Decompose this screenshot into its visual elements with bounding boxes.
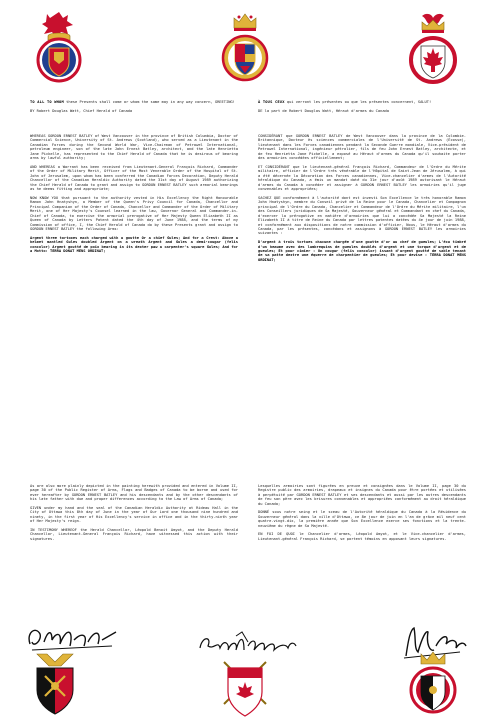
en-issuer: BY Robert Douglas Watt, Chief Herald of Canada [30, 108, 133, 113]
fr-salutation: À TOUS CEUX [258, 100, 285, 104]
fr-blazon: D'argent à trois tortues chacune chargée d'une goutte d'or au chef de gueules; L'écu timbré d'un heaume avec des lambrequins de gueules doublés d'argent et une torque d'argent et de gueules; Et pour cimier : Un cougar (felis concolor) issant d'argent goutté de sable tenant de sa patte dextre une équerre de charpentier de gueules; Et pour devise : TERRA DONAT MENS ORDINAT; [258, 240, 466, 262]
en-paragraph-given: GIVEN under my hand and the seal of the Canadian Heraldic Authority at Rideau Hall in the City of Ottawa this 8th day of June in the year of Our Lord one thousand nine hundred and ninety, in the first year of His Excellency's service in office and in the thirty-ninth year of Her Majesty's reign. [30, 506, 238, 524]
fr-paragraph-en-foi: EN FOI DE QUOI le Chancelier d'armes, Léopold Amyot, et le Vice-chancelier d'armes, Lieutenant-général François Richard, se portent témoins en apposant leurs signatures. [258, 532, 466, 541]
en-paragraph-whereas: WHEREAS GORDON ERNEST BATLEY of West Vancouver in the province of British Columbia, Doctor of Commercial Science, University of St. Andrews (Scotland), who served as a Lieutenant in the Canadian Forces during the Second World War, Vice-Chairman of Petrowel International, petroleum engineer, son of the late John Ernest Batley, architect, and the late Henrietta Jane Pickelle, has represented to the Chief Herald of Canada that he is desirous of bearing arms by lawful authority; [30, 134, 238, 161]
en-paragraph-testimony: IN TESTIMONY WHEREOF the Herald Chancellor, Léopold Benoit Amyot, and the Deputy Herald Chancellor, Lieutenant-General François Richard, have witnessed this action with their signatures. [30, 528, 238, 541]
top-right-maple-leaf-arms-icon [404, 10, 462, 86]
french-header [258, 100, 466, 117]
fr-paragraph-donne: DONNÉ sous notre seing et le sceau de l'Autorité héraldique du Canada à la Résidence du Gouverneur général dans la ville d'Ottawa, ce 8e jour de juin en l'an de grâce mil neuf cent quatre-vingt-dix, la première année que Son Excellence exerce ses fonctions et la trente-neuvième du règne de Sa Majesté. [258, 510, 466, 528]
fr-greeting: qui verront les présentes ou que les présentes concernent, SALUT! [286, 100, 432, 104]
en-paragraph-register: As are also more plainly depicted in the painting herewith provided and entered in Volume II, page 30 of the Public Register of Arms, Flags and Badges of Canada to be borne and used for ever hereafter by GORDON ERNEST BATLEY and his descendants and by the other descendants of his late father with due and proper differences according to the Law of Arms of Canada; [30, 484, 238, 502]
french-text-column [258, 134, 466, 267]
fr-paragraph-considerant: CONSIDÉRANT que GORDON ERNEST BATLEY de West Vancouver dans la province de la Colombie-Britannique, Docteur ès sciences commerciales de l'Université de St. Andrews (Écosse), lieutenant dans les Forces canadiennes pendant la Seconde Guerre mondiale, Vice-président de Petrowel International, ingénieur pétrolier, fils de feu John Ernest Batley, architecte, et de feu Henrietta Jane Pickelle, a exposé au Héraut d'armes du Canada qu'il souhaite porter des armoiries concédées officiellement; [258, 134, 466, 161]
english-header [30, 100, 238, 117]
english-text-column [30, 134, 238, 258]
english-text-column-lower [30, 484, 238, 546]
fr-paragraph-sachez: SACHEZ QUE conformément à l'autorité dont est investi Son Excellence le très honorable Ramon John Hnatyshyn, membre du Conseil privé de la Reine pour le Canada, Chancelier et Compagnon principal de l'Ordre du Canada, Chancelier et Commandeur de l'Ordre du Mérite militaire, l'un des Conseillers juridiques de Sa Majesté, Gouverneur général et Commandant en chef du Canada, d'exercer la prérogative en matière d'armoiries que lui a concédée Sa Majesté la Reine Elizabeth II à titre de Reine du Canada par lettres patentes datées du 4e jour de juin 1988, et conformément aux dispositions de notre commission d'officier, Nous, le Héraut d'armes du Canada, par les présentes, concédons et assignons à GORDON ERNEST BATLEY les armoiries suivantes : [258, 195, 466, 236]
bottom-right-arms-icon [405, 650, 461, 716]
bottom-left-arms-icon [31, 650, 79, 716]
bottom-center-arms-icon [222, 658, 268, 720]
top-center-royal-arms-icon [216, 8, 274, 84]
fr-issuer: DE la part de Robert Douglas Watt, Héraut d'armes du Canada [258, 108, 389, 113]
en-paragraph-warrant: AND WHEREAS a Warrant has been received from Lieutenant-General François Richard, Commander of the Order of Military Merit, Officer of the Most Venerable Order of the Hospital of St. John of Jerusalem, upon whom has been conferred the Canadian Forces Decoration, Deputy Herald Chancellor of the Canadian Heraldic Authority dated the 31st day of August 1989 authorizing the Chief Herald of Canada to grant and assign to GORDON ERNEST BATLEY such armorial bearings as he deems fitting and appropriate; [30, 164, 238, 192]
en-blazon: Argent three tortoxes each charged with a goutte Or a chief Gules; And for a Crest: Above a helmet mantled Gules doubled Argent on a wreath Argent and Gules a demi-cougar (felis concolor) Argent goutté de poix bearing in its dexter paw a carpenter's square Gules; And for a Motto: TERRA DONAT MENS ORDINAT; [30, 235, 238, 253]
signature-middle [196, 630, 300, 660]
en-paragraph-grant: NOW KNOW YOU that pursuant to the authority vested in His Excellency the Right Honourable Ramon John Hnatyshyn, a Member of the Queen's Privy Council for Canada, Chancellor and Principal Companion of the Order of Canada, Chancellor and Commander of the Order of Military Merit, one of Her Majesty's Counsel learned in the law, Governor General and Commander-in-Chief of Canada, to exercise the armorial prerogative of Her Majesty Queen Elizabeth II as Queen of Canada by Letters Patent dated the 4th day of June 1988, and the terms of my Commission of office, I, the Chief Herald of Canada do by these Presents grant and assign to GORDON ERNEST BATLEY the following Arms: [30, 195, 238, 231]
french-text-column-lower [258, 484, 466, 546]
en-salutation: TO ALL TO WHOM [30, 100, 64, 104]
fr-paragraph-mandat: ET CONSIDÉRANT que le lieutenant-général François Richard, Commandeur de l'Ordre du Mérite militaire, officier de l'Ordre très vénérable de l'Hôpital de Saint-Jean de Jérusalem, à qui a été décernée la Décoration des Forces canadiennes, Vice-chancelier d'armes de l'Autorité héraldique du Canada, a émis un mandat daté du 31e jour d'août 1989 autorisant le Héraut d'armes du Canada à concéder et assigner à GORDON ERNEST BATLEY les armoiries qu'il juge convenables et appropriées; [258, 164, 466, 192]
fr-paragraph-registre: Lesquelles armoiries sont figurées en preuve et consignées dans le Volume II, page 30 du Registre public des armoiries, drapeaux et insignes du Canada pour être portées et utilisées à perpétuité par GORDON ERNEST BATLEY et ses descendants et aussi par les autres descendants de feu son père avec les brisures convenables et appropriées conformément au droit héraldique du Canada; [258, 484, 466, 506]
en-greeting: these Presents shall come or whom the same may in any way concern, GREETING! [66, 100, 235, 104]
top-left-arms-icon [30, 10, 88, 86]
